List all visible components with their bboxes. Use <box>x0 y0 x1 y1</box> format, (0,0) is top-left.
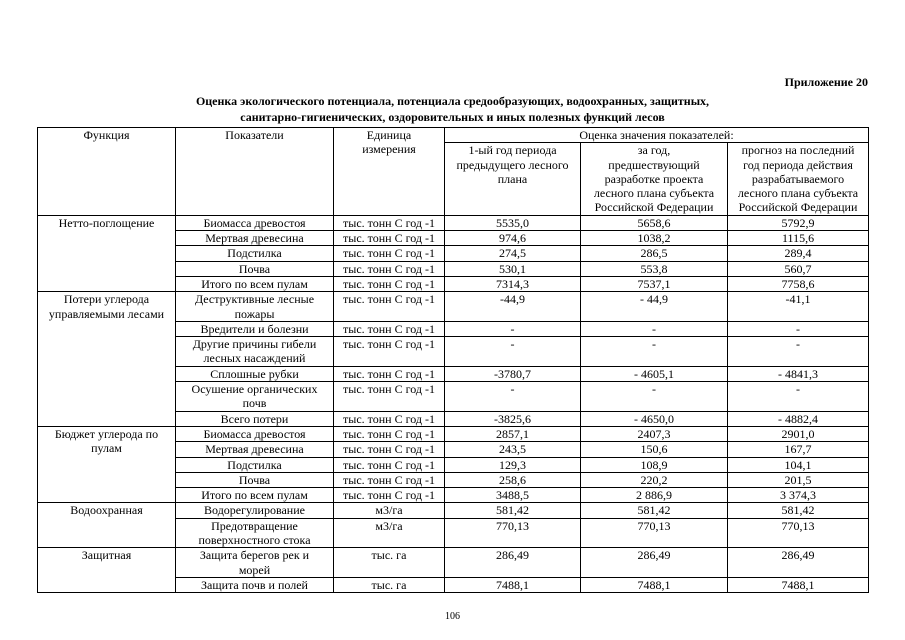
function-label: Защитная <box>38 548 176 593</box>
unit-label: тыс. тонн С год -1 <box>334 261 445 276</box>
value-forecast: 2901,0 <box>728 426 869 441</box>
value-forecast: 286,49 <box>728 548 869 578</box>
unit-label: тыс. тонн С год -1 <box>334 442 445 457</box>
indicator-label: Защита почв и полей <box>176 577 334 592</box>
value-forecast: 201,5 <box>728 472 869 487</box>
indicator-label: Предотвращение поверхностного стока <box>176 518 334 548</box>
appendix-label: Приложение 20 <box>784 75 868 89</box>
table-row <box>38 426 869 441</box>
unit-label: тыс. тонн С год -1 <box>334 276 445 291</box>
value-year-before-project: 220,2 <box>581 472 728 487</box>
unit-label: тыс. тонн С год -1 <box>334 411 445 426</box>
table-row <box>38 292 869 322</box>
value-year-before-project: 581,42 <box>581 503 728 518</box>
unit-label: тыс. тонн С год -1 <box>334 382 445 412</box>
page-number: 106 <box>445 611 460 622</box>
unit-label: тыс. га <box>334 577 445 592</box>
value-forecast: 167,7 <box>728 442 869 457</box>
indicator-label: Мертвая древесина <box>176 442 334 457</box>
header-indicators: Показатели <box>176 128 334 216</box>
value-year-before-project: 286,5 <box>581 246 728 261</box>
value-first-year: 243,5 <box>445 442 581 457</box>
indicator-label: Почва <box>176 261 334 276</box>
indicator-label: Вредители и болезни <box>176 321 334 336</box>
value-forecast: - 4841,3 <box>728 366 869 381</box>
value-year-before-project: 5658,6 <box>581 215 728 230</box>
value-forecast: - <box>728 321 869 336</box>
value-year-before-project: 108,9 <box>581 457 728 472</box>
value-forecast: - <box>728 337 869 367</box>
unit-label: тыс. тонн С год -1 <box>334 292 445 322</box>
unit-label: тыс. тонн С год -1 <box>334 488 445 503</box>
unit-label: тыс. тонн С год -1 <box>334 246 445 261</box>
value-first-year: 5535,0 <box>445 215 581 230</box>
value-first-year: 530,1 <box>445 261 581 276</box>
indicator-label: Деструктивные лесные пожары <box>176 292 334 322</box>
evaluation-table <box>37 127 869 593</box>
value-first-year: - <box>445 337 581 367</box>
header-unit: Единица измерения <box>334 128 445 216</box>
value-year-before-project: 2 886,9 <box>581 488 728 503</box>
unit-label: тыс. тонн С год -1 <box>334 215 445 230</box>
value-forecast: -41,1 <box>728 292 869 322</box>
value-first-year: - <box>445 321 581 336</box>
unit-label: тыс. тонн С год -1 <box>334 321 445 336</box>
value-year-before-project: - 4605,1 <box>581 366 728 381</box>
value-first-year: 7314,3 <box>445 276 581 291</box>
indicator-label: Сплошные рубки <box>176 366 334 381</box>
value-first-year: 3488,5 <box>445 488 581 503</box>
value-forecast: 7758,6 <box>728 276 869 291</box>
indicator-label: Подстилка <box>176 246 334 261</box>
table-row <box>38 503 869 518</box>
document-title: Оценка экологического потенциала, потенциала средообразующих, водоохранных, защитных, санитарно-гигиенических, оздоровительных и иных полезных функций лесов <box>195 94 710 124</box>
value-forecast: 3 374,3 <box>728 488 869 503</box>
value-forecast: - 4882,4 <box>728 411 869 426</box>
value-forecast: 560,7 <box>728 261 869 276</box>
value-first-year: 7488,1 <box>445 577 581 592</box>
indicator-label: Биомасса древостоя <box>176 426 334 441</box>
table-row <box>38 215 869 230</box>
value-first-year: 974,6 <box>445 231 581 246</box>
function-label: Водоохранная <box>38 503 176 548</box>
value-year-before-project: 2407,3 <box>581 426 728 441</box>
value-first-year: 581,42 <box>445 503 581 518</box>
indicator-label: Биомасса древостоя <box>176 215 334 230</box>
value-first-year: -44,9 <box>445 292 581 322</box>
function-label: Бюджет углерода по пулам <box>38 426 176 502</box>
unit-label: тыс. тонн С год -1 <box>334 231 445 246</box>
indicator-label: Почва <box>176 472 334 487</box>
indicator-label: Подстилка <box>176 457 334 472</box>
header-forecast: прогноз на последний год периода действия разрабатываемого лесного плана субъекта Российской Федерации <box>728 143 869 215</box>
value-first-year: -3780,7 <box>445 366 581 381</box>
indicator-label: Всего потери <box>176 411 334 426</box>
header-year-before-project: за год, предшествующий разработке проекта лесного плана субъекта Российской Федерации <box>581 143 728 215</box>
unit-label: тыс. тонн С год -1 <box>334 337 445 367</box>
value-year-before-project: 1038,2 <box>581 231 728 246</box>
indicator-label: Водорегулирование <box>176 503 334 518</box>
header-function: Функция <box>38 128 176 216</box>
value-year-before-project: - <box>581 382 728 412</box>
indicator-label: Осушение органических почв <box>176 382 334 412</box>
value-forecast: 5792,9 <box>728 215 869 230</box>
value-first-year: 2857,1 <box>445 426 581 441</box>
unit-label: м3/га <box>334 518 445 548</box>
value-forecast: 104,1 <box>728 457 869 472</box>
value-forecast: 289,4 <box>728 246 869 261</box>
value-year-before-project: 7488,1 <box>581 577 728 592</box>
value-year-before-project: - <box>581 337 728 367</box>
value-year-before-project: 553,8 <box>581 261 728 276</box>
value-year-before-project: - 44,9 <box>581 292 728 322</box>
function-label: Потери углерода управляемыми лесами <box>38 292 176 427</box>
value-forecast: 581,42 <box>728 503 869 518</box>
indicator-label: Защита берегов рек и морей <box>176 548 334 578</box>
header-first-year: 1-ый год периода предыдущего лесного плана <box>445 143 581 215</box>
unit-label: м3/га <box>334 503 445 518</box>
value-year-before-project: 286,49 <box>581 548 728 578</box>
function-label: Нетто-поглощение <box>38 215 176 291</box>
unit-label: тыс. га <box>334 548 445 578</box>
unit-label: тыс. тонн С год -1 <box>334 472 445 487</box>
value-year-before-project: 150,6 <box>581 442 728 457</box>
value-forecast: 770,13 <box>728 518 869 548</box>
value-first-year: 770,13 <box>445 518 581 548</box>
value-year-before-project: - <box>581 321 728 336</box>
indicator-label: Итого по всем пулам <box>176 488 334 503</box>
value-first-year: 286,49 <box>445 548 581 578</box>
indicator-label: Другие причины гибели лесных насаждений <box>176 337 334 367</box>
value-first-year: 258,6 <box>445 472 581 487</box>
value-first-year: 129,3 <box>445 457 581 472</box>
unit-label: тыс. тонн С год -1 <box>334 457 445 472</box>
value-forecast: 1115,6 <box>728 231 869 246</box>
value-first-year: -3825,6 <box>445 411 581 426</box>
header-evaluation: Оценка значения показателей: <box>445 128 869 143</box>
unit-label: тыс. тонн С год -1 <box>334 366 445 381</box>
table-row <box>38 548 869 578</box>
value-first-year: - <box>445 382 581 412</box>
unit-label: тыс. тонн С год -1 <box>334 426 445 441</box>
value-forecast: 7488,1 <box>728 577 869 592</box>
table-header-row <box>38 128 869 143</box>
value-year-before-project: - 4650,0 <box>581 411 728 426</box>
value-first-year: 274,5 <box>445 246 581 261</box>
indicator-label: Итого по всем пулам <box>176 276 334 291</box>
value-forecast: - <box>728 382 869 412</box>
value-year-before-project: 7537,1 <box>581 276 728 291</box>
indicator-label: Мертвая древесина <box>176 231 334 246</box>
value-year-before-project: 770,13 <box>581 518 728 548</box>
